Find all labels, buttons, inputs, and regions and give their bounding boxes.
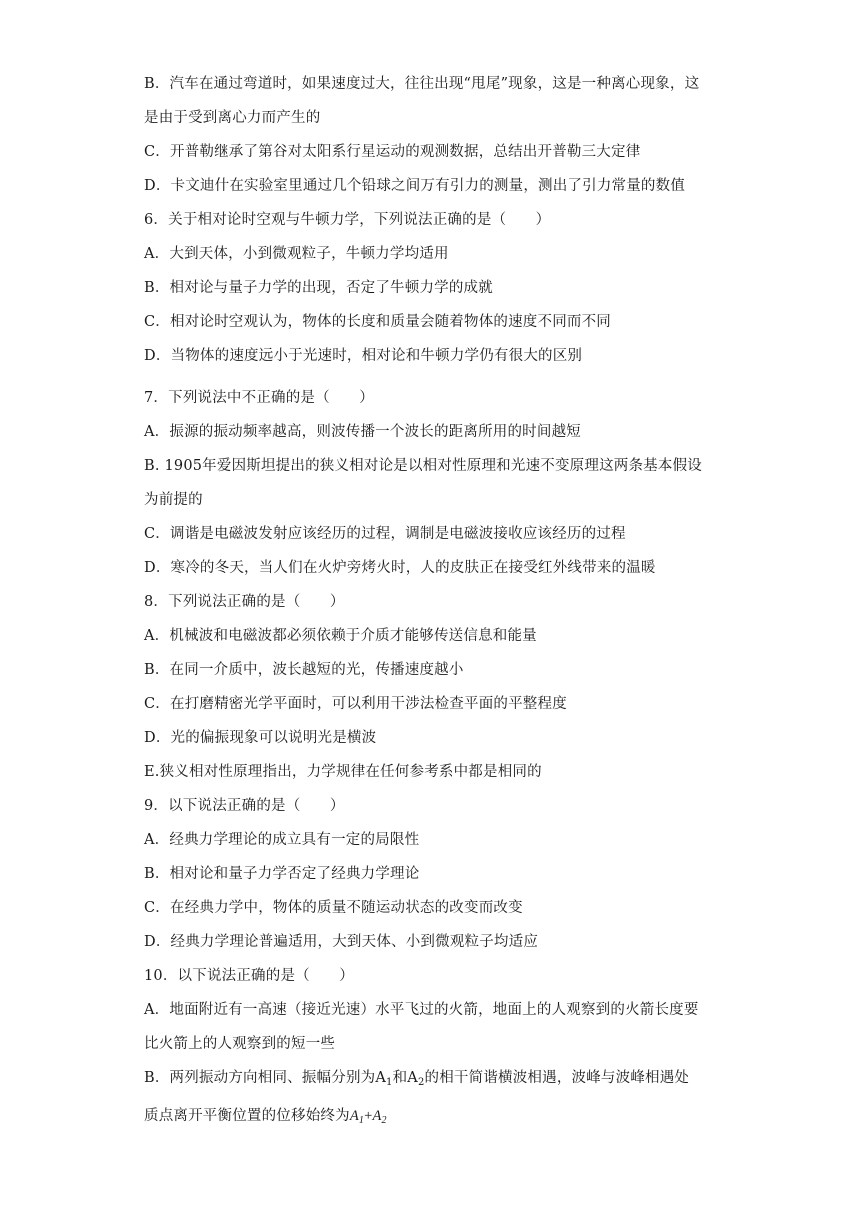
- text-line: 为前提的: [144, 492, 203, 508]
- text-line: 是由于受到离心力而产生的: [144, 110, 321, 126]
- text-line: C．在打磨精密光学平面时，可以利用干涉法检查平面的平整程度: [144, 696, 567, 712]
- text-line: C．开普勒继承了第谷对太阳系行星运动的观测数据，总结出开普勒三大定律: [144, 144, 641, 160]
- text-line: A．机械波和电磁波都必须依赖于介质才能够传送信息和能量: [144, 628, 537, 644]
- text-line: A．振源的振动频率越高，则波传播一个波长的距离所用的时间越短: [144, 424, 581, 440]
- question-stem: 8．下列说法正确的是（ ）: [144, 594, 345, 610]
- math-var: A: [349, 1108, 359, 1124]
- text-line: A．地面附近有一高速（接近光速）水平飞过的火箭，地面上的人观察到的火箭长度要: [144, 1002, 699, 1018]
- text-line: [144, 1066, 689, 1088]
- text-span: 的相干简谐横波相遇，波峰与波峰相遇处: [424, 1070, 690, 1086]
- text-line: D．光的偏振现象可以说明光是横波: [144, 730, 377, 746]
- text-line: A．经典力学理论的成立具有一定的局限性: [144, 832, 420, 848]
- subscript: 2: [381, 1115, 387, 1126]
- text-line: B．相对论和量子力学否定了经典力学理论: [144, 866, 420, 882]
- subscript: 1: [386, 1077, 393, 1088]
- text-line: D．当物体的速度远小于光速时，相对论和牛顿力学仍有很大的区别: [144, 348, 583, 364]
- question-stem: 6．关于相对论时空观与牛顿力学，下列说法正确的是（ ）: [144, 212, 551, 228]
- text-span: 和A: [392, 1070, 418, 1086]
- text-line: B．在同一介质中，波长越短的光，传播速度越小: [144, 662, 464, 678]
- text-line: 比火箭上的人观察到的短一些: [144, 1036, 336, 1052]
- text-line: C．调谐是电磁波发射应该经历的过程，调制是电磁波接收应该经历的过程: [144, 526, 626, 542]
- text-line: C．相对论时空观认为，物体的长度和质量会随着物体的速度不同而不同: [144, 314, 611, 330]
- question-stem: 9．以下说法正确的是（ ）: [144, 798, 345, 814]
- text-line: B．相对论与量子力学的出现，否定了牛顿力学的成就: [144, 280, 493, 296]
- text-span: 质点离开平衡位置的位移始终为: [144, 1108, 350, 1124]
- question-stem: 7．下列说法中不正确的是（ ）: [144, 390, 374, 406]
- text-line: [144, 1104, 387, 1126]
- text-line: E.狭义相对性原理指出，力学规律在任何参考系中都是相同的: [144, 764, 542, 780]
- text-line: D．卡文迪什在实验室里通过几个铅球之间万有引力的测量，测出了引力常量的数值: [144, 178, 686, 194]
- subscript: 2: [417, 1077, 425, 1088]
- subscript: 1: [358, 1115, 365, 1126]
- text-line: D．经典力学理论普遍适用，大到天体、小到微观粒子均适应: [144, 934, 539, 950]
- question-stem: 10．以下说法正确的是（ ）: [144, 968, 354, 984]
- math-var: A: [372, 1108, 382, 1124]
- text-line: B．汽车在通过弯道时，如果速度过大，往往出现“甩尾”现象，这是一种离心现象，这: [144, 76, 700, 92]
- text-line: A．大到天体，小到微观粒子，牛顿力学均适用: [144, 246, 449, 262]
- text-span: B．两列振动方向相同、振幅分别为A: [144, 1070, 387, 1086]
- math-expression: [350, 1108, 387, 1124]
- text-line: B. 1905年爱因斯坦提出的狭义相对论是以相对性原理和光速不变原理这两条基本假设: [144, 458, 702, 474]
- text-line: D．寒冷的冬天，当人们在火炉旁烤火时，人的皮肤正在接受红外线带来的温暖: [144, 560, 656, 576]
- text-line: C．在经典力学中，物体的质量不随运动状态的改变而改变: [144, 900, 523, 916]
- math-operator: +: [364, 1108, 373, 1124]
